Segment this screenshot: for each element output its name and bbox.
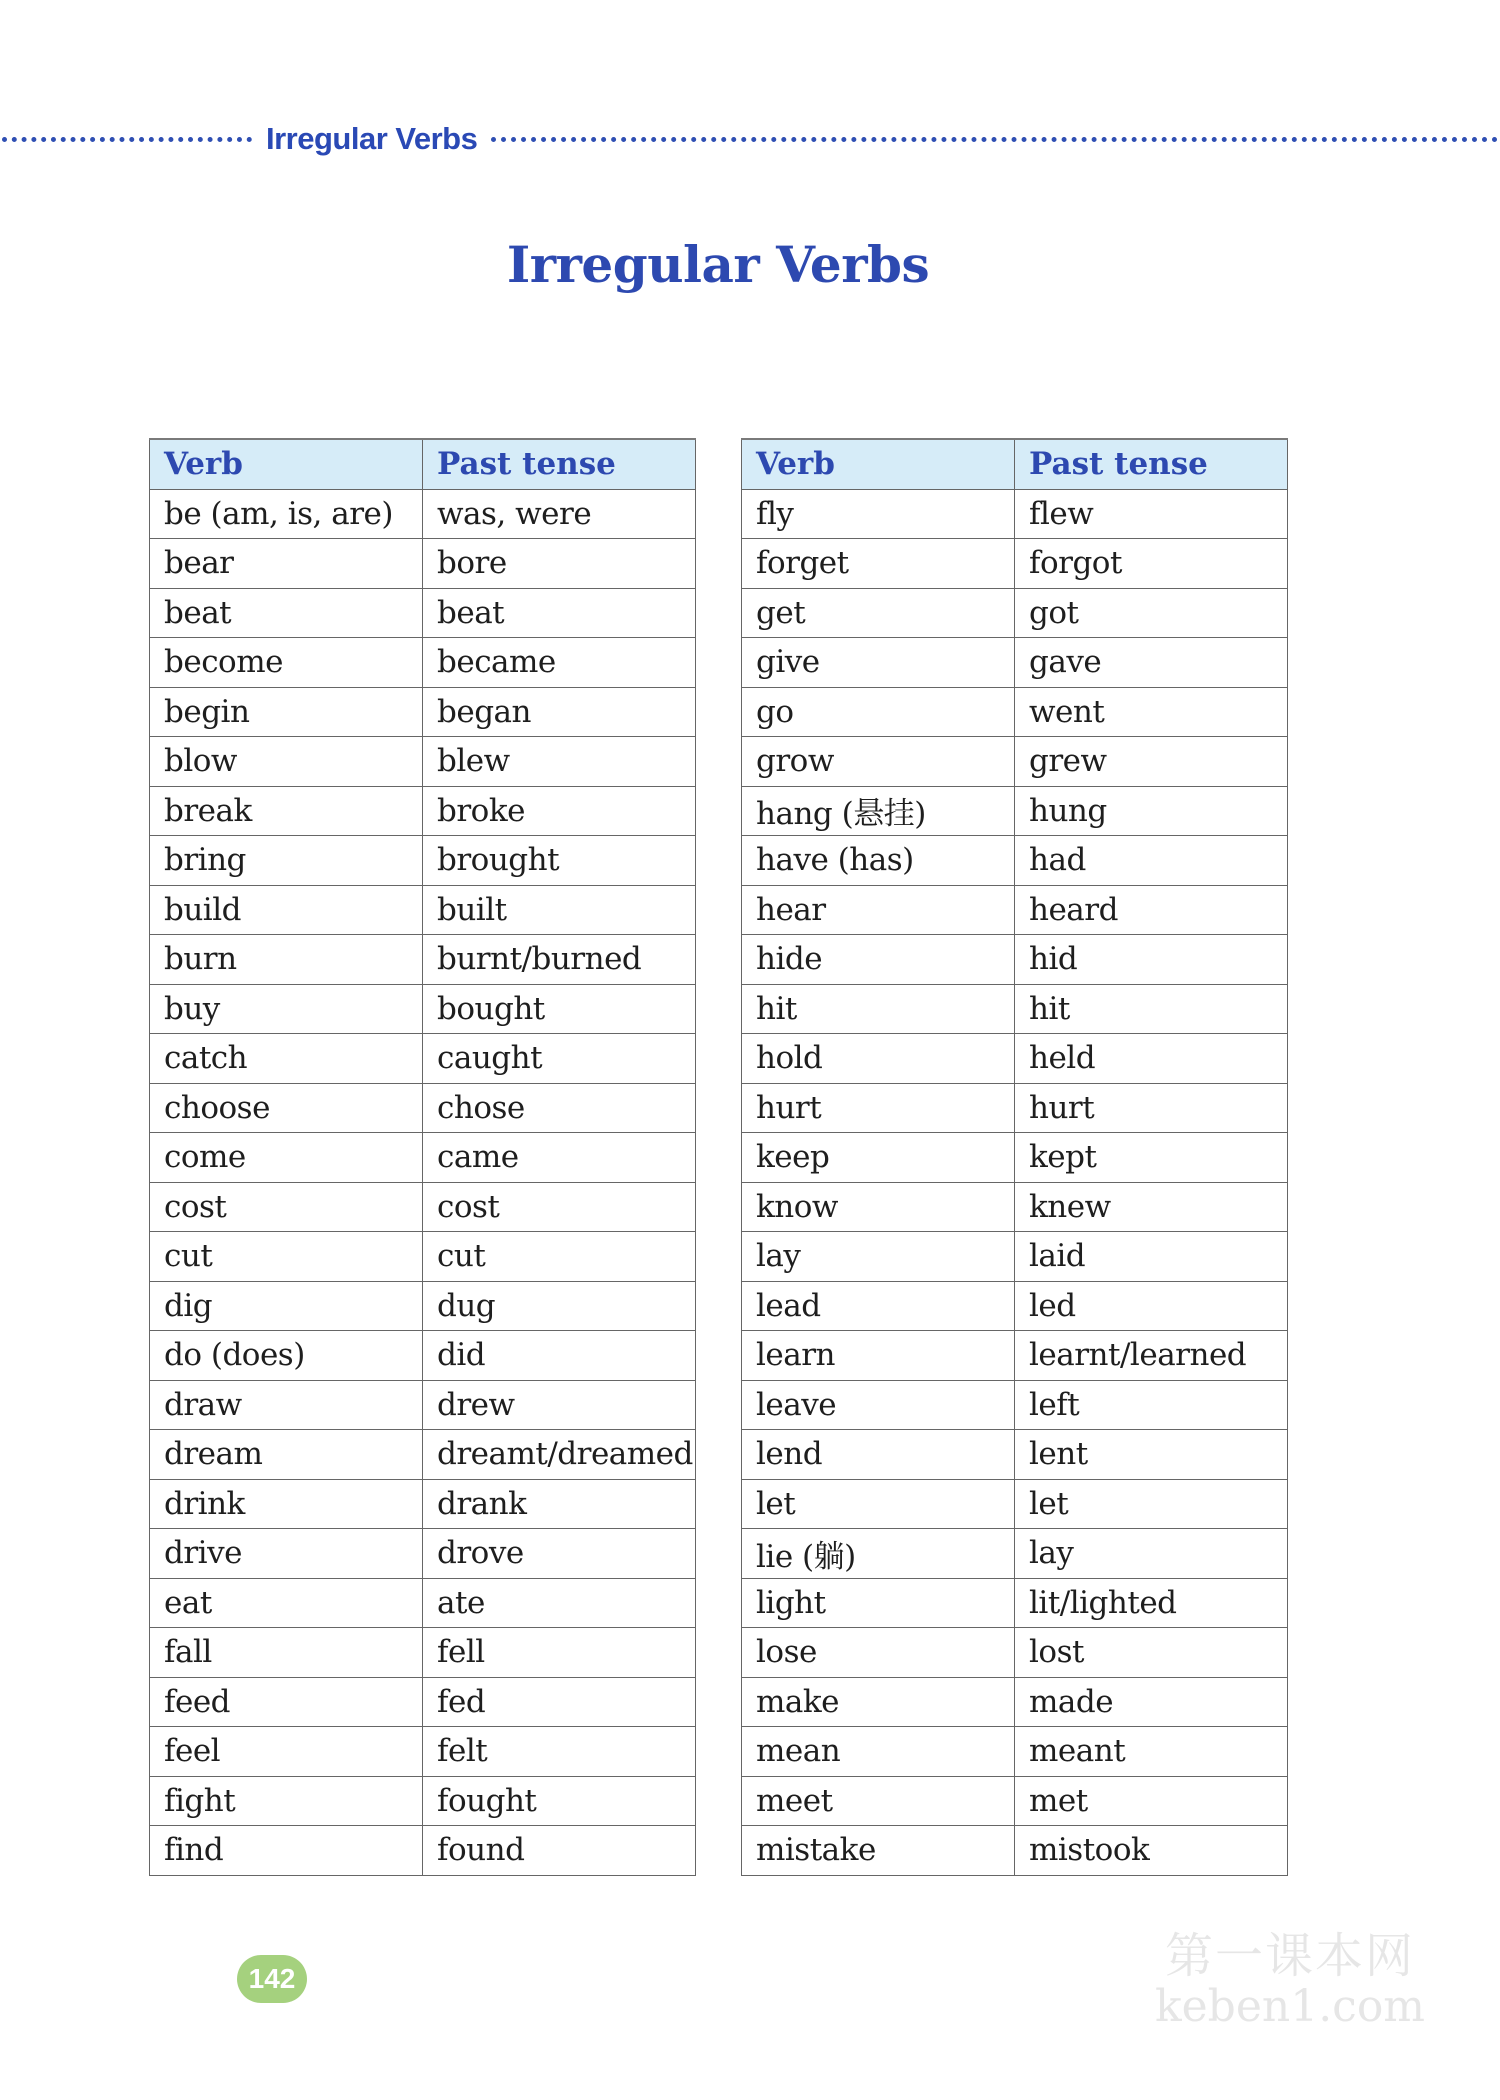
past-tense-cell: met: [1015, 1776, 1288, 1826]
past-tense-cell: chose: [423, 1083, 696, 1133]
table-row: [742, 1034, 1288, 1084]
verb-cell: dream: [150, 1430, 423, 1480]
table-row: [742, 1529, 1288, 1579]
past-tense-cell: beat: [423, 588, 696, 638]
table-row: [150, 984, 696, 1034]
verb-cell: come: [150, 1133, 423, 1183]
verb-cell: be (am, is, are): [150, 489, 423, 539]
table-row: [742, 786, 1288, 836]
verb-cell: dig: [150, 1281, 423, 1331]
table-row: [742, 687, 1288, 737]
table-row: [150, 885, 696, 935]
verb-cell: lend: [742, 1430, 1015, 1480]
past-tense-cell: fed: [423, 1677, 696, 1727]
verb-cell: hold: [742, 1034, 1015, 1084]
table-row: [150, 588, 696, 638]
table-row: [742, 836, 1288, 886]
past-tense-cell: broke: [423, 786, 696, 836]
verb-cell: feed: [150, 1677, 423, 1727]
past-tense-cell: became: [423, 638, 696, 688]
running-header-label: Irregular Verbs: [266, 121, 478, 156]
past-tense-cell: let: [1015, 1479, 1288, 1529]
table-row: [150, 1083, 696, 1133]
table-row: [742, 935, 1288, 985]
table-row: [150, 1479, 696, 1529]
verb-cell: lay: [742, 1232, 1015, 1282]
past-tense-cell: meant: [1015, 1727, 1288, 1777]
table-row: [742, 1281, 1288, 1331]
past-tense-cell: brought: [423, 836, 696, 886]
verb-cell: fight: [150, 1776, 423, 1826]
verb-cell: lead: [742, 1281, 1015, 1331]
verb-cell: draw: [150, 1380, 423, 1430]
table-row: [150, 1331, 696, 1381]
table-row: [742, 1479, 1288, 1529]
table-row: [150, 1578, 696, 1628]
table-row: [742, 1826, 1288, 1876]
table-row: [742, 1677, 1288, 1727]
verb-cell: hear: [742, 885, 1015, 935]
verb-cell: make: [742, 1677, 1015, 1727]
past-tense-cell: went: [1015, 687, 1288, 737]
table-row: [150, 1133, 696, 1183]
past-tense-cell: hit: [1015, 984, 1288, 1034]
past-tense-cell: built: [423, 885, 696, 935]
verb-cell: bring: [150, 836, 423, 886]
verb-cell: build: [150, 885, 423, 935]
past-tense-cell: dreamt/dreamed: [423, 1430, 696, 1480]
verb-cell: learn: [742, 1331, 1015, 1381]
table-row: [742, 1578, 1288, 1628]
verb-table-right: [741, 438, 1288, 1876]
table-row: [742, 1083, 1288, 1133]
table-row: [150, 737, 696, 787]
watermark: [1140, 1930, 1440, 2031]
watermark-line-1: 第一课本网: [1164, 1928, 1415, 1984]
column-header-verb: Verb: [150, 439, 423, 489]
verb-cell: find: [150, 1826, 423, 1876]
verb-cell: do (does): [150, 1331, 423, 1381]
past-tense-cell: kept: [1015, 1133, 1288, 1183]
past-tense-cell: dug: [423, 1281, 696, 1331]
verb-cell: grow: [742, 737, 1015, 787]
verb-cell: lose: [742, 1628, 1015, 1678]
past-tense-cell: began: [423, 687, 696, 737]
verb-cell: choose: [150, 1083, 423, 1133]
past-tense-cell: bought: [423, 984, 696, 1034]
past-tense-cell: bore: [423, 539, 696, 589]
table-header-row: [150, 439, 696, 489]
table-row: [742, 737, 1288, 787]
column-header-past-tense: Past tense: [1015, 439, 1288, 489]
table-row: [742, 539, 1288, 589]
past-tense-cell: lent: [1015, 1430, 1288, 1480]
verb-cell: cut: [150, 1232, 423, 1282]
table-row: [742, 1430, 1288, 1480]
table-row: [742, 984, 1288, 1034]
verb-cell: give: [742, 638, 1015, 688]
past-tense-cell: drew: [423, 1380, 696, 1430]
past-tense-cell: fought: [423, 1776, 696, 1826]
verb-table-left: [149, 438, 696, 1876]
table-row: [742, 1628, 1288, 1678]
verb-cell: hang (悬挂): [742, 786, 1015, 836]
table-row: [150, 1776, 696, 1826]
table-row: [742, 1380, 1288, 1430]
past-tense-cell: lost: [1015, 1628, 1288, 1678]
table-row: [150, 1628, 696, 1678]
table-row: [150, 1727, 696, 1777]
past-tense-cell: drank: [423, 1479, 696, 1529]
past-tense-cell: caught: [423, 1034, 696, 1084]
table-row: [150, 1430, 696, 1480]
table-row: [150, 836, 696, 886]
past-tense-cell: was, were: [423, 489, 696, 539]
page-title: Irregular Verbs: [506, 235, 930, 294]
table-row: [742, 1331, 1288, 1381]
table-row: [742, 1727, 1288, 1777]
table-row: [742, 489, 1288, 539]
past-tense-cell: forgot: [1015, 539, 1288, 589]
verb-cell: lie (躺): [742, 1529, 1015, 1579]
table-row: [742, 1776, 1288, 1826]
table-row: [742, 1133, 1288, 1183]
past-tense-cell: heard: [1015, 885, 1288, 935]
past-tense-cell: got: [1015, 588, 1288, 638]
verb-cell: drink: [150, 1479, 423, 1529]
past-tense-cell: cut: [423, 1232, 696, 1282]
verb-cell: eat: [150, 1578, 423, 1628]
past-tense-cell: knew: [1015, 1182, 1288, 1232]
verb-cell: catch: [150, 1034, 423, 1084]
past-tense-cell: blew: [423, 737, 696, 787]
verb-cell: keep: [742, 1133, 1015, 1183]
past-tense-cell: made: [1015, 1677, 1288, 1727]
verb-cell: hurt: [742, 1083, 1015, 1133]
verb-cell: hit: [742, 984, 1015, 1034]
past-tense-cell: felt: [423, 1727, 696, 1777]
past-tense-cell: burnt/burned: [423, 935, 696, 985]
past-tense-cell: left: [1015, 1380, 1288, 1430]
past-tense-cell: cost: [423, 1182, 696, 1232]
verb-cell: know: [742, 1182, 1015, 1232]
verb-cell: feel: [150, 1727, 423, 1777]
past-tense-cell: ate: [423, 1578, 696, 1628]
verb-cell: go: [742, 687, 1015, 737]
table-row: [150, 1826, 696, 1876]
verb-cell: fall: [150, 1628, 423, 1678]
page-number-badge: 142: [237, 1955, 307, 2003]
verb-cell: beat: [150, 588, 423, 638]
table-row: [150, 1034, 696, 1084]
table-row: [742, 1182, 1288, 1232]
past-tense-cell: mistook: [1015, 1826, 1288, 1876]
verb-cell: mistake: [742, 1826, 1015, 1876]
verb-cell: light: [742, 1578, 1015, 1628]
table-row: [150, 539, 696, 589]
verb-cell: leave: [742, 1380, 1015, 1430]
past-tense-cell: held: [1015, 1034, 1288, 1084]
running-header: [0, 114, 1500, 164]
past-tense-cell: laid: [1015, 1232, 1288, 1282]
column-header-past-tense: Past tense: [423, 439, 696, 489]
past-tense-cell: learnt/learned: [1015, 1331, 1288, 1381]
column-header-verb: Verb: [742, 439, 1015, 489]
table-row: [150, 1677, 696, 1727]
verb-cell: forget: [742, 539, 1015, 589]
verb-cell: blow: [150, 737, 423, 787]
table-row: [150, 1380, 696, 1430]
table-row: [150, 1529, 696, 1579]
table-row: [742, 588, 1288, 638]
verb-cell: cost: [150, 1182, 423, 1232]
past-tense-cell: lay: [1015, 1529, 1288, 1579]
verb-cell: fly: [742, 489, 1015, 539]
table-row: [150, 1281, 696, 1331]
verb-cell: get: [742, 588, 1015, 638]
verb-cell: have (has): [742, 836, 1015, 886]
past-tense-cell: hurt: [1015, 1083, 1288, 1133]
table-row: [150, 1232, 696, 1282]
past-tense-cell: hung: [1015, 786, 1288, 836]
table-row: [742, 1232, 1288, 1282]
past-tense-cell: grew: [1015, 737, 1288, 787]
past-tense-cell: flew: [1015, 489, 1288, 539]
past-tense-cell: fell: [423, 1628, 696, 1678]
past-tense-cell: lit/lighted: [1015, 1578, 1288, 1628]
past-tense-cell: came: [423, 1133, 696, 1183]
header-dotted-rule-right: [491, 137, 1498, 142]
past-tense-cell: gave: [1015, 638, 1288, 688]
verb-cell: break: [150, 786, 423, 836]
past-tense-cell: led: [1015, 1281, 1288, 1331]
table-row: [150, 687, 696, 737]
table-row: [742, 885, 1288, 935]
verb-cell: meet: [742, 1776, 1015, 1826]
header-dotted-rule-left: [2, 137, 252, 142]
table-row: [150, 1182, 696, 1232]
verb-cell: drive: [150, 1529, 423, 1579]
verb-cell: become: [150, 638, 423, 688]
past-tense-cell: found: [423, 1826, 696, 1876]
verb-cell: hide: [742, 935, 1015, 985]
verb-cell: buy: [150, 984, 423, 1034]
past-tense-cell: had: [1015, 836, 1288, 886]
verb-cell: mean: [742, 1727, 1015, 1777]
table-row: [150, 786, 696, 836]
table-row: [150, 935, 696, 985]
verb-cell: begin: [150, 687, 423, 737]
past-tense-cell: hid: [1015, 935, 1288, 985]
verb-cell: burn: [150, 935, 423, 985]
verb-cell: bear: [150, 539, 423, 589]
table-header-row: [742, 439, 1288, 489]
table-row: [742, 638, 1288, 688]
table-row: [150, 489, 696, 539]
past-tense-cell: did: [423, 1331, 696, 1381]
past-tense-cell: drove: [423, 1529, 696, 1579]
watermark-line-2: keben1.com: [1154, 1980, 1426, 2032]
table-row: [150, 638, 696, 688]
verb-cell: let: [742, 1479, 1015, 1529]
